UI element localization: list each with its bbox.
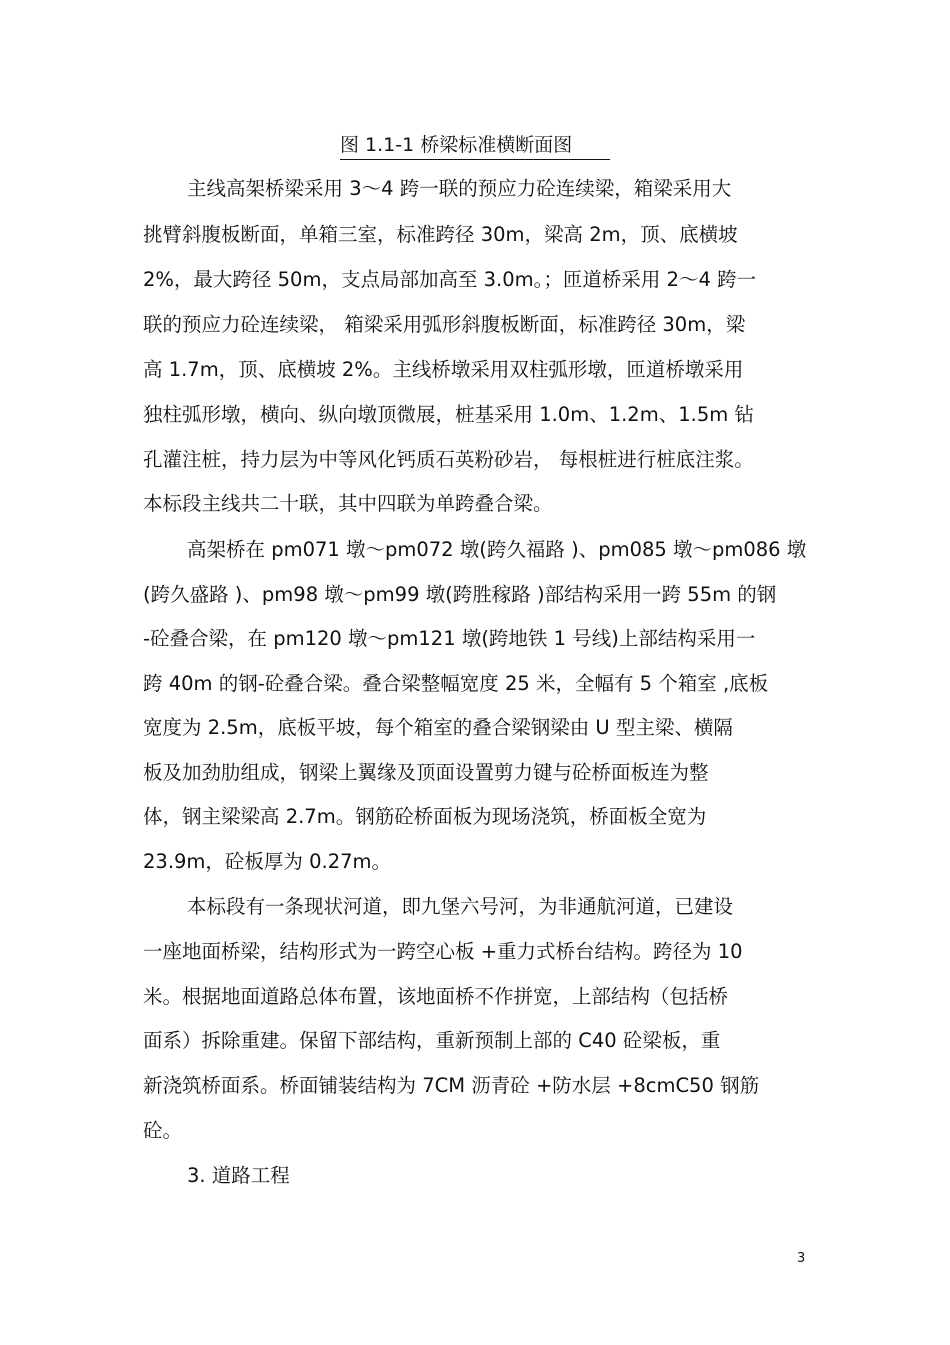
- paragraph-1-line-5: 高 1.7m，顶、底横坡 2%。主线桥墩采用双柱弧形墩，匝道桥墩采用: [143, 358, 744, 381]
- section-heading: 3. 道路工程: [187, 1164, 290, 1187]
- paragraph-2-line-3: -砼叠合梁，在 pm120 墩～pm121 墩(跨地铁 1 号线)上部结构采用一: [143, 627, 756, 650]
- paragraph-2-line-8: 23.9m，砼板厚为 0.27m。: [143, 850, 392, 873]
- paragraph-1-line-3: 2%，最大跨径 50m，支点局部加高至 3.0m。；匝道桥采用 2～4 跨一: [143, 268, 757, 291]
- figure-caption: 图 1.1-1 桥梁标准横断面图: [340, 132, 610, 160]
- paragraph-2-line-1: 高架桥在 pm071 墩～pm072 墩(跨久福路 )、pm085 墩～pm086 墩: [187, 538, 807, 561]
- paragraph-1-line-1: 主线高架桥梁采用 3～4 跨一联的预应力砼连续梁，箱梁采用大: [187, 177, 732, 200]
- paragraph-3-line-3: 米。根据地面道路总体布置，该地面桥不作拼宽，上部结构（包括桥: [143, 985, 729, 1008]
- paragraph-1-line-6: 独柱弧形墩，横向、纵向墩顶微展，桩基采用 1.0m、1.2m、1.5m 钻: [143, 403, 754, 426]
- paragraph-1-line-2: 挑臂斜腹板断面，单箱三室，标准跨径 30m，梁高 2m，顶、底横坡: [143, 223, 738, 246]
- paragraph-3-line-5: 新浇筑桥面系。桥面铺装结构为 7CM 沥青砼 +防水层 +8cmC50 钢筋: [143, 1074, 760, 1097]
- paragraph-2-line-5: 宽度为 2.5m，底板平坡，每个箱室的叠合梁钢梁由 U 型主梁、横隔: [143, 716, 733, 739]
- paragraph-1-line-4: 联的预应力砼连续梁， 箱梁采用弧形斜腹板断面，标准跨径 30m，梁: [143, 313, 746, 336]
- paragraph-2-line-2: (跨久盛路 )、pm98 墩～pm99 墩(跨胜稼路 )部结构采用一跨 55m 的钢: [143, 583, 777, 606]
- page-number: 3: [797, 1251, 806, 1266]
- paragraph-3-line-2: 一座地面桥梁，结构形式为一跨空心板 +重力式桥台结构。跨径为 10: [143, 940, 743, 963]
- paragraph-3-line-1: 本标段有一条现状河道，即九堡六号河，为非通航河道，已建设: [187, 895, 734, 918]
- paragraph-3-line-6: 砼。: [143, 1119, 183, 1142]
- paragraph-2-line-6: 板及加劲肋组成，钢梁上翼缘及顶面设置剪力键与砼桥面板连为整: [143, 761, 709, 784]
- paragraph-1-line-8: 本标段主线共二十联，其中四联为单跨叠合梁。: [143, 492, 553, 515]
- paragraph-2-line-4: 跨 40m 的钢-砼叠合梁。叠合梁整幅宽度 25 米，全幅有 5 个箱室 ,底板: [143, 672, 769, 695]
- paragraph-3-line-4: 面系）拆除重建。保留下部结构，重新预制上部的 C40 砼梁板，重: [143, 1029, 721, 1052]
- paragraph-2-line-7: 体，钢主梁梁高 2.7m。钢筋砼桥面板为现场浇筑，桥面板全宽为: [143, 805, 707, 828]
- paragraph-1-line-7: 孔灌注桩，持力层为中等风化钙质石英粉砂岩， 每根桩进行桩底注浆。: [143, 448, 754, 471]
